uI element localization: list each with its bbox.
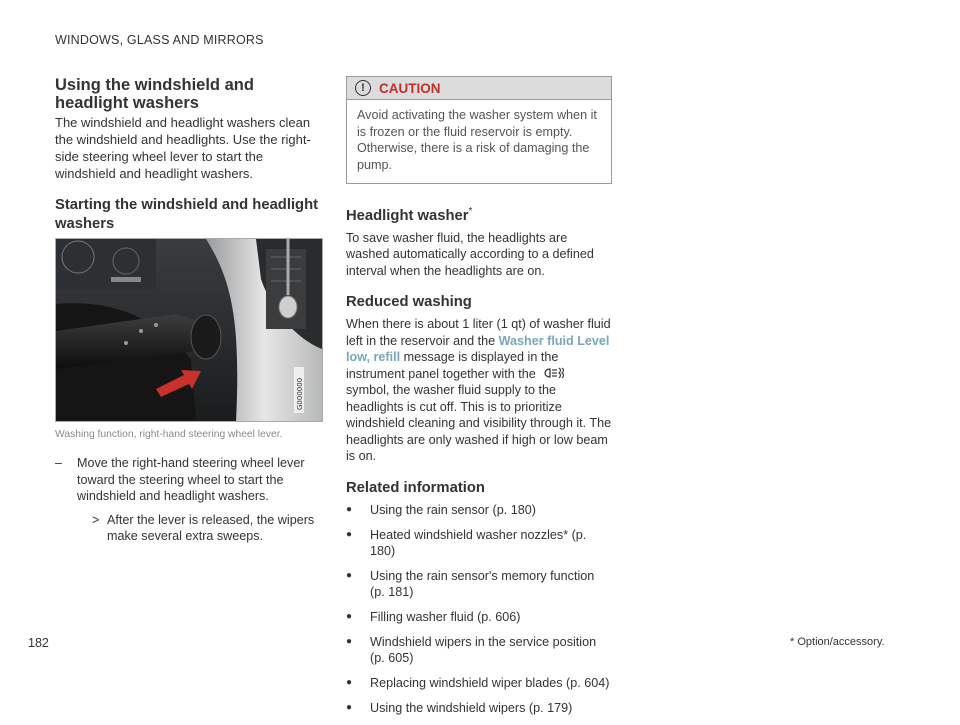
section-lead: The windshield and headlight washers clean the windshield and headlights. Use the right-side steering wheel lever to start the windshield and headlight washers.	[55, 115, 311, 181]
headlight-washer-title-text: Headlight washer	[346, 207, 469, 224]
related-information-title: Related information	[346, 479, 485, 496]
option-asterisk: *	[468, 206, 473, 217]
bullet: ●	[346, 528, 353, 540]
option-footnote: * Option/accessory.	[790, 636, 885, 648]
bullet: ●	[346, 610, 353, 622]
photo-caption: Washing function, right-hand steering wheel lever.	[55, 429, 283, 440]
related-link-text: Filling washer fluid (p. 606)	[370, 609, 521, 624]
subsection-title: Starting the windshield and headlight washers	[55, 197, 319, 232]
step-text: Move the right-hand steering wheel lever toward the steering wheel to start the windshield and headlight washers.	[77, 456, 305, 503]
list-item[interactable]	[346, 527, 612, 559]
instruction-step	[55, 455, 323, 505]
reduced-text-c: symbol, the washer fluid supply to the headlights is cut off. This is to prioritize windshield cleaning and visibility through it. The headlights are only washed if high or low beam is on.	[346, 383, 612, 464]
reduced-text-a: When there is about 1 liter (1 qt) of washer fluid left in the reservoir and the	[346, 317, 611, 348]
running-header: WINDOWS, GLASS AND MIRRORS	[55, 33, 264, 47]
bullet: ●	[346, 676, 353, 688]
list-item[interactable]	[346, 675, 612, 691]
reduced-washing-title: Reduced washing	[346, 294, 472, 311]
headlight-washer-text: To save washer fluid, the headlights are washed automatically according to a defined interval when the headlights are on.	[346, 230, 594, 278]
page-number: 182	[28, 636, 49, 650]
caution-header	[347, 77, 611, 100]
steering-lever-photo	[55, 238, 323, 422]
caution-text: Avoid activating the washer system when it is frozen or the fluid reservoir is empty. Otherwise, there is a risk of damaging the pump.	[357, 108, 597, 172]
image-code: G000000	[296, 377, 304, 410]
related-link-text: Using the rain sensor's memory function (p. 181)	[370, 568, 595, 599]
bullet: ●	[346, 569, 353, 581]
right-column	[346, 76, 612, 725]
related-link-text: Using the windshield wipers (p. 179)	[370, 700, 573, 715]
related-link-text: Heated windshield washer nozzles* (p. 180)	[370, 527, 587, 558]
list-item[interactable]	[346, 609, 612, 625]
step-result	[92, 512, 323, 545]
related-information-list	[346, 502, 612, 716]
exclamation-circle-icon: !	[355, 80, 371, 96]
caution-box	[346, 76, 612, 184]
washer-fluid-message: Washer fluid Level low, refill	[346, 333, 610, 365]
caution-label: CAUTION	[379, 80, 441, 96]
headlight-washer-icon	[543, 366, 567, 380]
section-title: Using the windshield and headlight washers	[55, 76, 254, 112]
related-link-text: Using the rain sensor (p. 180)	[370, 502, 536, 517]
headlight-washer-title	[346, 202, 612, 226]
steering-lever-illustration	[56, 239, 322, 421]
bullet: ●	[346, 503, 353, 515]
list-item[interactable]	[346, 502, 612, 518]
reduced-text-b: message is displayed in the instrument panel together with the	[346, 350, 559, 381]
bullet: ●	[346, 635, 353, 647]
reduced-washing-text	[346, 316, 612, 465]
result-marker: >	[92, 512, 100, 527]
list-item[interactable]	[346, 634, 612, 666]
left-column	[55, 76, 323, 545]
bullet: ●	[346, 701, 353, 713]
related-link-text: Replacing windshield wiper blades (p. 604)	[370, 675, 610, 690]
list-item[interactable]	[346, 568, 612, 600]
result-text: After the lever is released, the wipers make several extra sweeps.	[107, 512, 315, 543]
list-item[interactable]	[346, 700, 612, 716]
related-link-text: Windshield wipers in the service position (p. 605)	[370, 634, 597, 665]
step-dash: –	[55, 456, 63, 470]
